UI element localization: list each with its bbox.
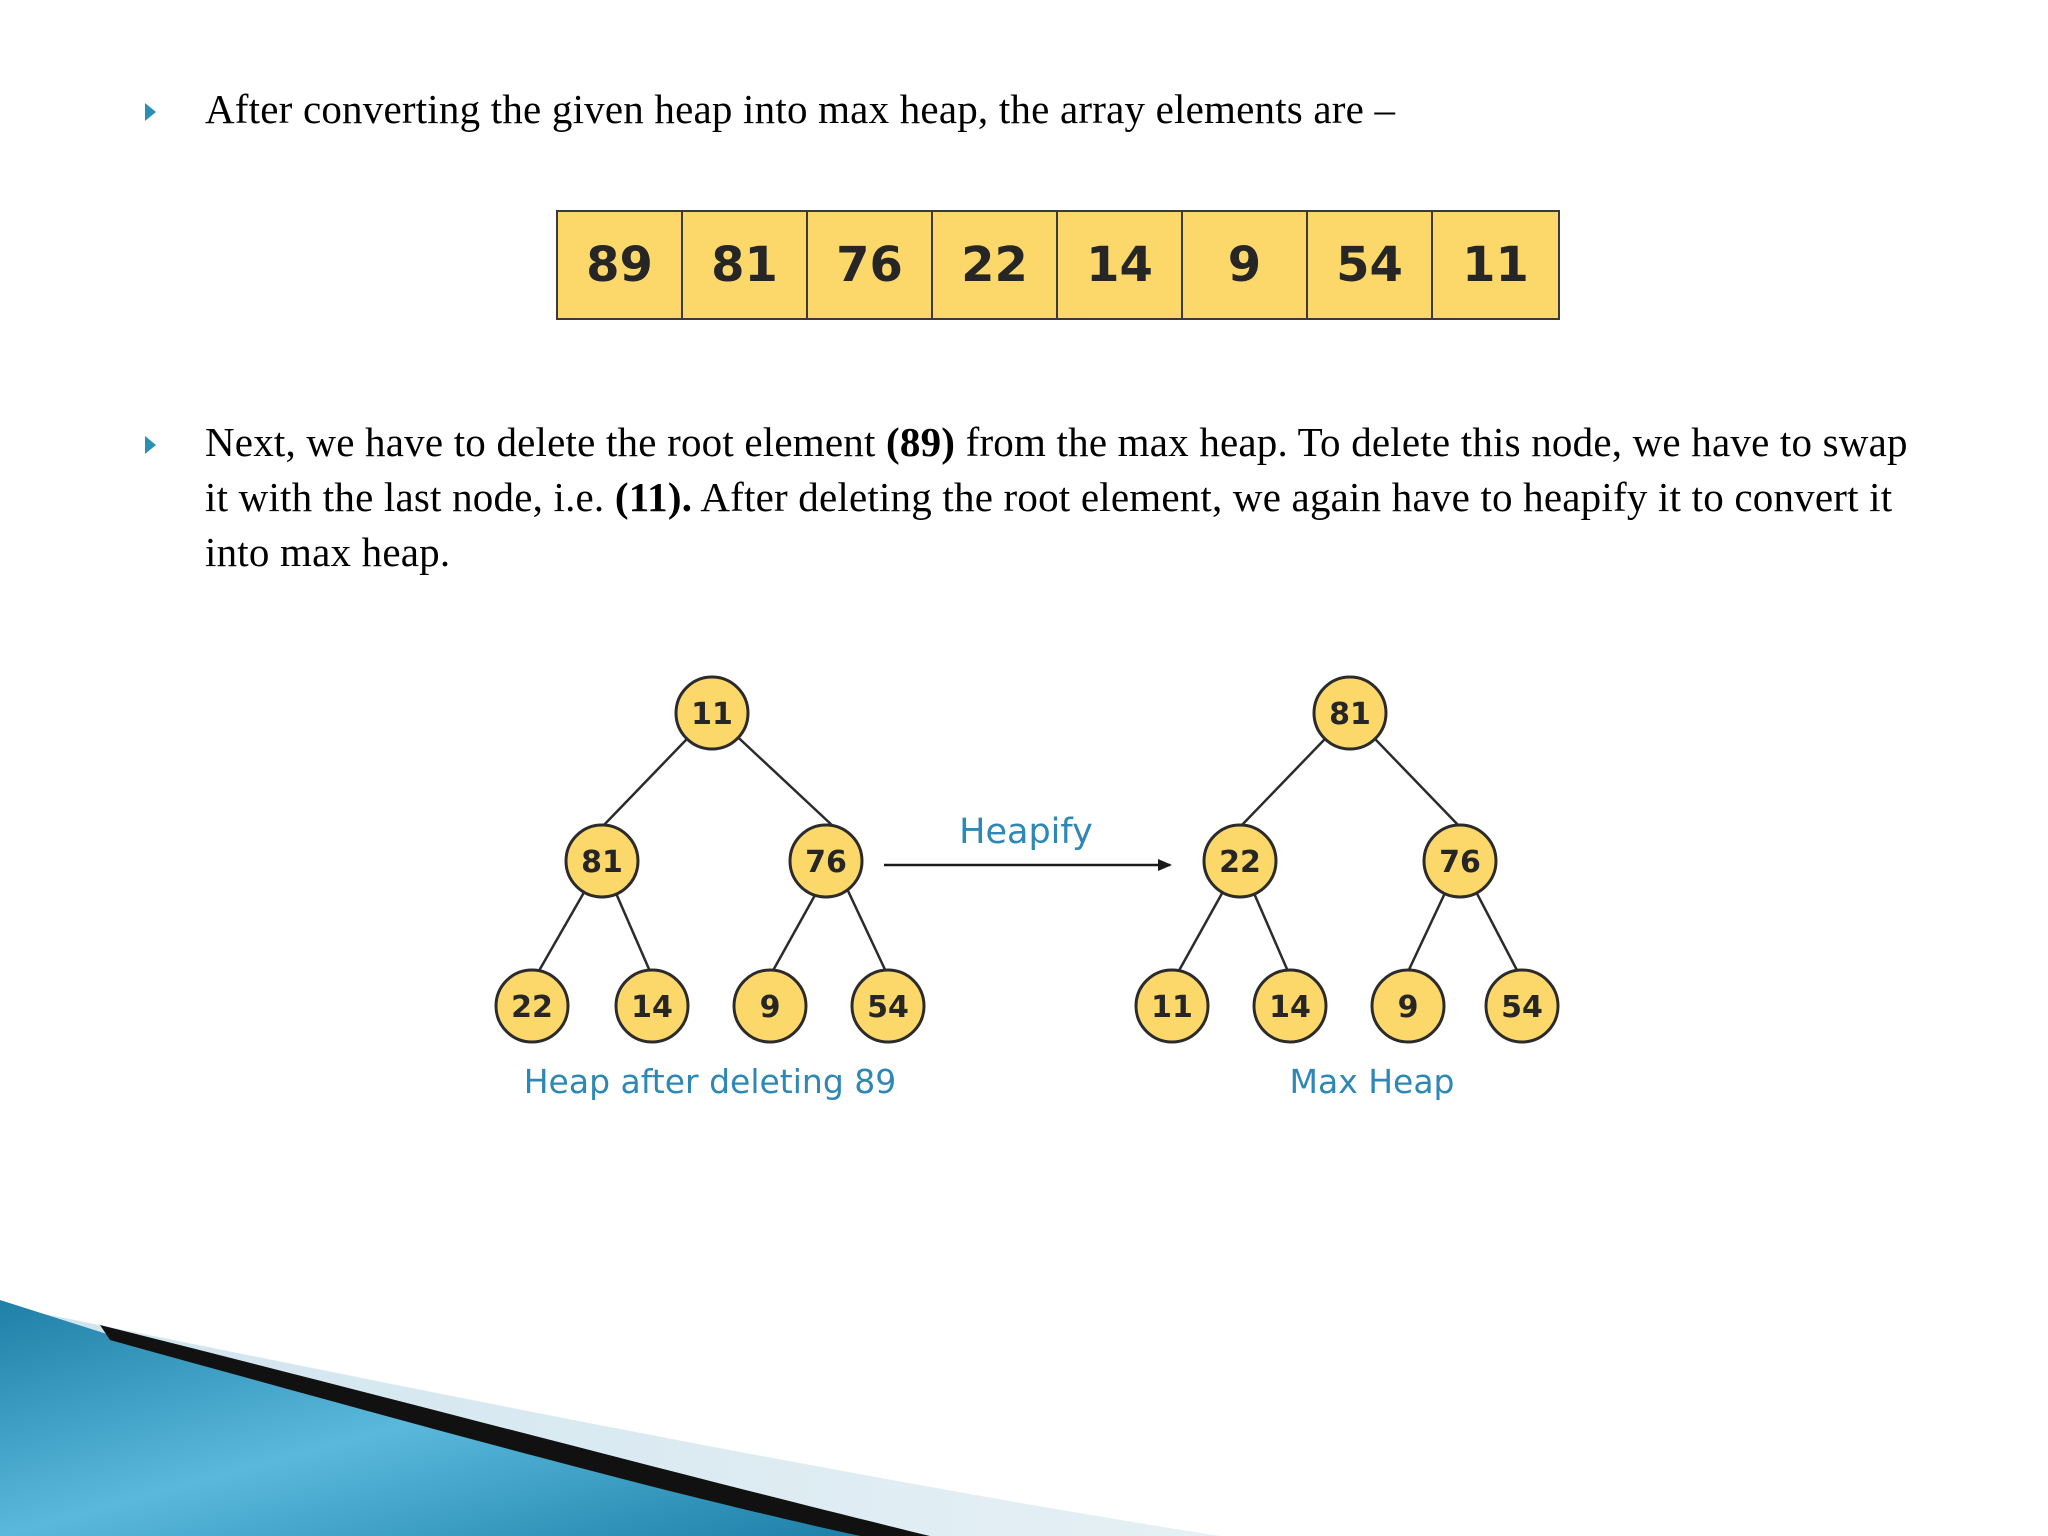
- bullet-1-text: After converting the given heap into max heap, the array elements are –: [205, 86, 1396, 132]
- heap-node-label: 54: [867, 990, 909, 1025]
- heap-node: [1372, 970, 1444, 1042]
- bullet-2-bold-root: (89): [886, 419, 956, 465]
- bullet-2-bold-last: (11).: [614, 474, 693, 520]
- array-cell: 11: [1462, 237, 1529, 293]
- heap-node: [790, 825, 862, 897]
- heap-node: [1486, 970, 1558, 1042]
- heap-node: [1314, 677, 1386, 749]
- left-heap-caption: Heap after deleting 89: [523, 1062, 897, 1101]
- bullet-2-text-part3: After deleting the root element, we again have to heapify it to convert it into max heap.: [205, 474, 1893, 575]
- array-cell: 54: [1308, 212, 1433, 318]
- array-cell: 22: [933, 212, 1058, 318]
- array-cell: 89: [558, 212, 683, 318]
- heap-node-label: 22: [511, 990, 553, 1025]
- bullet-2-text-part1: Next, we have to delete the root element: [205, 419, 887, 465]
- heap-node-label: 81: [581, 845, 623, 880]
- heap-node-label: 22: [1219, 845, 1261, 880]
- heap-node-label: 14: [1269, 990, 1311, 1025]
- right-heap-caption: Max Heap: [1289, 1062, 1455, 1101]
- array-cell: 14: [1058, 212, 1183, 318]
- heap-node-label: 76: [1439, 845, 1481, 880]
- heap-node: [616, 970, 688, 1042]
- heap-node-label: 76: [805, 845, 847, 880]
- heap-node: [1424, 825, 1496, 897]
- heap-node: [566, 825, 638, 897]
- left-heap-tree: [496, 677, 924, 1042]
- heap-node: [676, 677, 748, 749]
- array-cell: 81: [683, 212, 808, 318]
- heap-node: [852, 970, 924, 1042]
- heapify-arrow: [884, 812, 1170, 865]
- heap-node-label: 9: [759, 990, 781, 1025]
- array-cell: 9: [1183, 212, 1308, 318]
- right-heap-tree: [1136, 677, 1558, 1042]
- heap-node-label: 9: [1397, 990, 1419, 1025]
- heap-node: [496, 970, 568, 1042]
- heapify-label: Heapify: [959, 812, 1093, 852]
- heap-node-label: 81: [1329, 697, 1371, 732]
- heap-node: [1204, 825, 1276, 897]
- heap-node-label: 11: [1151, 990, 1193, 1025]
- heap-node: [1136, 970, 1208, 1042]
- bullet-2-text-part2: from the max heap. To delete this node, we have to swap it with the last node, i.e.: [205, 419, 1908, 520]
- heap-node-label: 11: [691, 697, 733, 732]
- array-cell: 76: [808, 212, 933, 318]
- heap-node: [734, 970, 806, 1042]
- heap-node-label: 14: [631, 990, 673, 1025]
- heap-node-label: 54: [1501, 990, 1543, 1025]
- heap-node: [1254, 970, 1326, 1042]
